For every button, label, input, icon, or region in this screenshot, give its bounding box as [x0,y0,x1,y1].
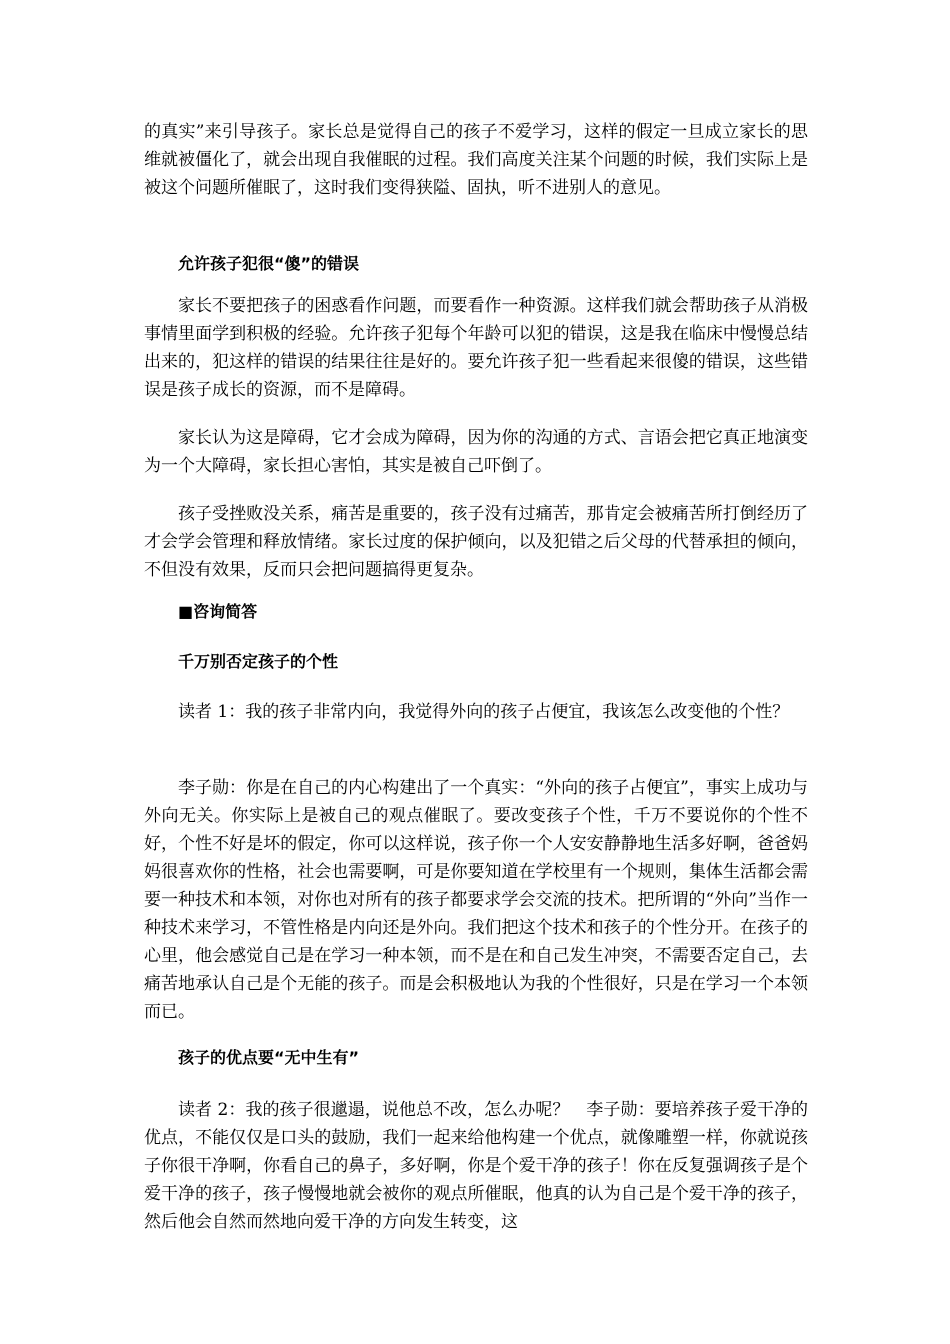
paragraph-continuation: 的真实”来引导孩子。家长总是觉得自己的孩子不爱学习，这样的假定一旦成立家长的思维就被僵化了，就会出现自我催眠的过程。我们高度关注某个问题的时候，我们实际上是被这个问题所催眠了，这时我们变得狭隘、固执，听不进别人的意见。 [144,122,808,198]
reader-question-answer: 读者 2：我的孩子很邋遢，说他总不改，怎么办呢？ 李子勋：要培养孩子爱干净的优点，不能仅仅是口头的鼓励，我们一起来给他构建一个优点，就像雕塑一样，你就说孩子你很干净啊，你看自己的鼻子，多好啊，你是个爱干净的孩子！你在反复强调孩子是个爱干净的孩子，孩子慢慢地就会被你的观点所催眠，他真的认为自己是个爱干净的孩子，然后他会自然而然地向爱干净的方向发生转变，这 [144,1100,808,1232]
section-heading-consultation: ■咨询简答 [178,602,258,621]
paragraph: 家长认为这是障碍，它才会成为障碍，因为你的沟通的方式、言语会把它真正地演变为一个大障碍，家长担心害怕，其实是被自己吓倒了。 [144,428,808,476]
section-heading-allow-mistakes: 允许孩子犯很“傻”的错误 [178,254,360,273]
paragraph: 家长不要把孩子的困惑看作问题，而要看作一种资源。这样我们就会帮助孩子从消极事情里面学到积极的经验。允许孩子犯每个年龄可以犯的错误，这是我在临床中慢慢总结出来的，犯这样的错误的结果往往是好的。要允许孩子犯一些看起来很傻的错误，这些错误是孩子成长的资源，而不是障碍。 [144,296,808,400]
paragraph: 孩子受挫败没关系，痛苦是重要的，孩子没有过痛苦，那肯定会被痛苦所打倒经历了才会学会管理和释放情绪。家长过度的保护倾向，以及犯错之后父母的代替承担的倾向，不但没有效果，反而只会把问题搞得更复杂。 [144,504,808,580]
expert-answer: 李子勋：你是在自己的内心构建出了一个真实：“外向的孩子占便宜”，事实上成功与外向无关。你实际上是被自己的观点催眠了。要改变孩子个性，千万不要说你的个性不好，个性不好是坏的假定，你可以这样说，孩子你一个人安安静静地生活多好啊，爸爸妈妈很喜欢你的性格，社会也需要啊，可是你要知道在学校里有一个规则，集体生活都会需要一种技术和本领，对你也对所有的孩子都要求学会交流的技术。把所谓的“外向”当作一种技术来学习，不管性格是内向还是外向。我们把这个技术和孩子的个性分开。在孩子的心里，他会感觉自己是在学习一种本领，而不是在和自己发生冲突，不需要否定自己，去痛苦地承认自己是个无能的孩子。而是会积极地认为我的个性很好，只是在学习一个本领而已。 [144,778,808,1022]
section-heading-strengths: 孩子的优点要“无中生有” [178,1048,360,1067]
section-heading-personality: 千万别否定孩子的个性 [178,652,339,671]
reader-question: 读者 1：我的孩子非常内向，我觉得外向的孩子占便宜，我该怎么改变他的个性？ [178,702,790,722]
